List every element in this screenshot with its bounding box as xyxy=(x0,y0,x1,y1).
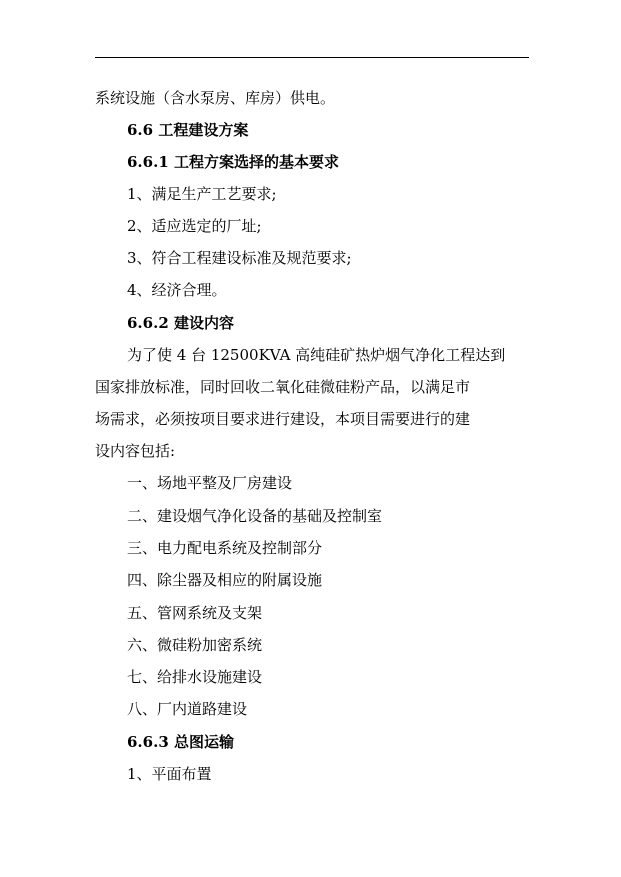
list-item-requirement-1: 1、满足生产工艺要求; xyxy=(127,185,277,203)
subsection-heading-6-6-2: 6.6.2 建设内容 xyxy=(127,314,234,332)
list-item-content-4: 四、除尘器及相应的附属设施 xyxy=(127,571,323,589)
text-line-continuation: 系统设施（含水泵房、库房）供电。 xyxy=(95,89,336,107)
list-item-content-2: 二、建设烟气净化设备的基础及控制室 xyxy=(127,507,383,525)
list-item-requirement-2: 2、适应选定的厂址; xyxy=(127,217,262,235)
subsection-heading-6-6-1: 6.6.1 工程方案选择的基本要求 xyxy=(127,153,339,171)
list-item-content-6: 六、微硅粉加密系统 xyxy=(127,636,263,654)
list-item-layout-1: 1、平面布置 xyxy=(127,765,212,783)
list-item-content-5: 五、管网系统及支架 xyxy=(127,604,263,622)
list-item-content-1: 一、场地平整及厂房建设 xyxy=(127,474,293,492)
list-item-content-3: 三、电力配电系统及控制部分 xyxy=(127,539,323,557)
paragraph-line-3: 场需求，必须按项目要求进行建设，本项目需要进行的建 xyxy=(95,410,471,428)
list-item-requirement-3: 3、符合工程建设标准及规范要求; xyxy=(127,249,352,267)
list-item-content-7: 七、给排水设施建设 xyxy=(127,668,263,686)
paragraph-line-2: 国家排放标准，同时回收二氧化硅微硅粉产品，以满足市 xyxy=(95,378,471,396)
subsection-heading-6-6-3: 6.6.3 总图运输 xyxy=(127,733,234,751)
paragraph-line-4: 设内容包括: xyxy=(95,442,176,460)
list-item-content-8: 八、厂内道路建设 xyxy=(127,700,248,718)
list-item-requirement-4: 4、经济合理。 xyxy=(127,281,227,299)
paragraph-line-1: 为了使 4 台 12500KVA 高纯硅矿热炉烟气净化工程达到 xyxy=(127,346,506,364)
header-rule xyxy=(95,57,529,58)
section-heading-6-6: 6.6 工程建设方案 xyxy=(127,121,249,139)
